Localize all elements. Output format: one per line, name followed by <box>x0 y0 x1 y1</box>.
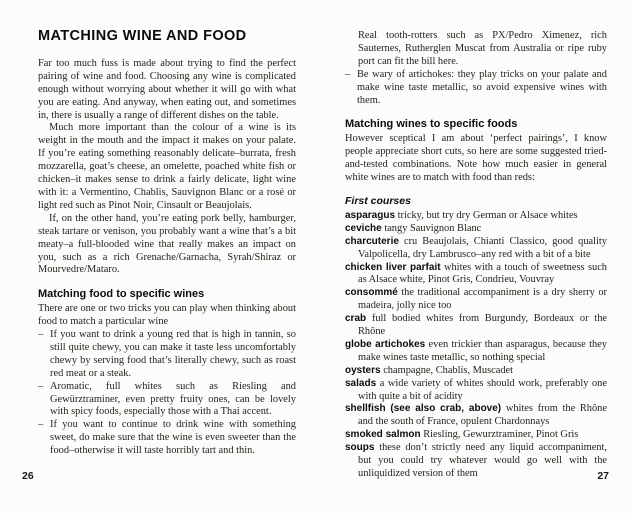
section-subheading: Matching food to specific wines <box>38 288 205 301</box>
right-page-column <box>345 30 607 481</box>
food-term: crab <box>345 313 367 325</box>
paragraph: Much more important than the colour of a wine is its weight in the mouth and the impact it makes on your palate. If you’re eating something reasonably delicate–burrata, fresh mozzarella, goat’s cheese, an omelette, poached white fish or chicken–it makes sense to drink a fairly delicate, light wine with it: a Vermentino, Chablis, Sauvignon Blanc or a rosé or light red such as Pinot Noir, Cinsault or Beaujolais. <box>38 122 296 211</box>
food-pairing: Riesling, Gewurztraminer, Pinot Gris <box>423 429 579 441</box>
food-term: ceviche <box>345 222 382 234</box>
food-term: smoked salmon <box>345 429 421 441</box>
dash-bullet-marker: – <box>38 329 44 341</box>
dash-bullet-marker: – <box>38 419 44 431</box>
food-pairing: these don’t strictly need any liquid accompaniment, but you could try whatever would go well with the unliquidized version of them <box>358 442 607 479</box>
bullet-item <box>38 329 296 381</box>
dash-bullet-marker: – <box>38 380 44 392</box>
section-intro: There are one or two tricks you can play when thinking about food to match a particular wine <box>38 303 296 328</box>
section-intro: However sceptical I am about ‘perfect pairings’, I know people appreciate short cuts, so here are some suggested tried-and-tested combinations. Note how much easier in general white wines are to match with food than reds: <box>345 133 607 184</box>
food-pairing: cru Beaujolais, Chianti Classico, good quality Valpolicella, dry Lambrusco–any red with a bit of a bite <box>358 235 607 260</box>
bullet-text: If you want to drink a young red that is high in tannin, so still quite chewy, you can make it taste less uncomfortably chewy by serving food that’s literally chewy, such as roast red meat or a steak. <box>50 329 296 379</box>
food-entry <box>345 223 607 236</box>
page-number-right: 27 <box>597 470 609 482</box>
food-term: consommé <box>345 287 398 299</box>
food-entry <box>345 210 607 223</box>
paragraph: Far too much fuss is made about trying to find the perfect pairing of wine and food. Choosing any wine is complicated enough without worrying about whether it will go with what you are eating. And anyway, when eating out, and sometimes in, there is usually a range of different dishes on the table. <box>38 57 296 121</box>
food-pairing: the traditional accompaniment is a dry sherry or madeira, jolly nice too <box>358 287 607 312</box>
dash-bullet-marker: – <box>345 68 351 80</box>
food-term: chicken liver parfait <box>345 261 441 273</box>
food-term: salads <box>345 377 377 389</box>
food-term: oysters <box>345 364 381 376</box>
page-number-left: 26 <box>22 470 34 482</box>
bullet-text: If you want to continue to drink wine with something sweet, do make sure that the wine is even sweeter than the food–otherwise it will taste horribly tart and thin. <box>50 419 296 457</box>
food-term: soups <box>345 442 375 454</box>
food-pairing: full bodied whites from Burgundy, Bordeaux or the Rhône <box>358 313 607 338</box>
food-entry <box>345 339 607 365</box>
food-term: globe artichokes <box>345 338 426 350</box>
food-entry <box>345 429 607 442</box>
food-pairing: a wide variety of whites should work, preferably one with quite a bit of acidity <box>358 377 607 402</box>
left-page-column <box>38 30 296 458</box>
food-entry <box>345 236 607 262</box>
food-entry <box>345 365 607 378</box>
bullet-item <box>38 419 296 458</box>
food-entry <box>345 378 607 404</box>
food-entry <box>345 262 607 288</box>
food-pairing: tricky, but try dry German or Alsace whites <box>397 209 578 221</box>
continued-paragraph: Real tooth-rotters such as PX/Pedro Ximenez, rich Sauternes, Rutherglen Muscat from Australia or ripe ruby port can fit the bill here. <box>358 30 607 67</box>
bullet-item <box>345 69 607 108</box>
food-pairing: whites from the Rhône and the south of France, opulent Chardonnays <box>358 403 607 428</box>
section-subheading: Matching wines to specific foods <box>345 118 518 131</box>
chapter-title: MATCHING WINE AND FOOD <box>38 28 247 44</box>
food-term: shellfish (see also crab, above) <box>345 403 502 415</box>
food-term: asparagus <box>345 209 396 221</box>
food-entry <box>345 442 607 481</box>
bullet-text: Aromatic, full whites such as Riesling and Gewürztraminer, even pretty fruity ones, can be lovely with spicy foods, especially those with a Thai accent. <box>50 380 296 418</box>
bullet-item <box>38 381 296 420</box>
list-heading: First courses <box>345 194 411 207</box>
food-pairing: whites with a touch of sweetness such as Alsace white, Pinot Gris, Condrieu, Vouvray <box>358 261 607 286</box>
food-entry <box>345 287 607 313</box>
food-pairing: even trickier than asparagus, because they make wines taste metallic, so nothing special <box>358 338 607 363</box>
food-entry <box>345 403 607 429</box>
bullet-text: Be wary of artichokes: they play tricks on your palate and make wine taste metallic, so avoid expensive wines with them. <box>357 68 607 106</box>
food-term: charcuterie <box>345 235 399 247</box>
food-pairing: tangy Sauvignon Blanc <box>384 222 482 234</box>
food-pairing: champagne, Chablis, Muscadet <box>383 364 514 376</box>
paragraph: If, on the other hand, you’re eating pork belly, hamburger, steak tartare or venison, you probably want a wine that’s a bit meaty–a full-blooded wine that really makes an impact on you, such as a rich Grenache/Garnacha, Syrah/Shiraz or Mourvedre/Mataro. <box>38 212 296 276</box>
food-entry <box>345 313 607 339</box>
